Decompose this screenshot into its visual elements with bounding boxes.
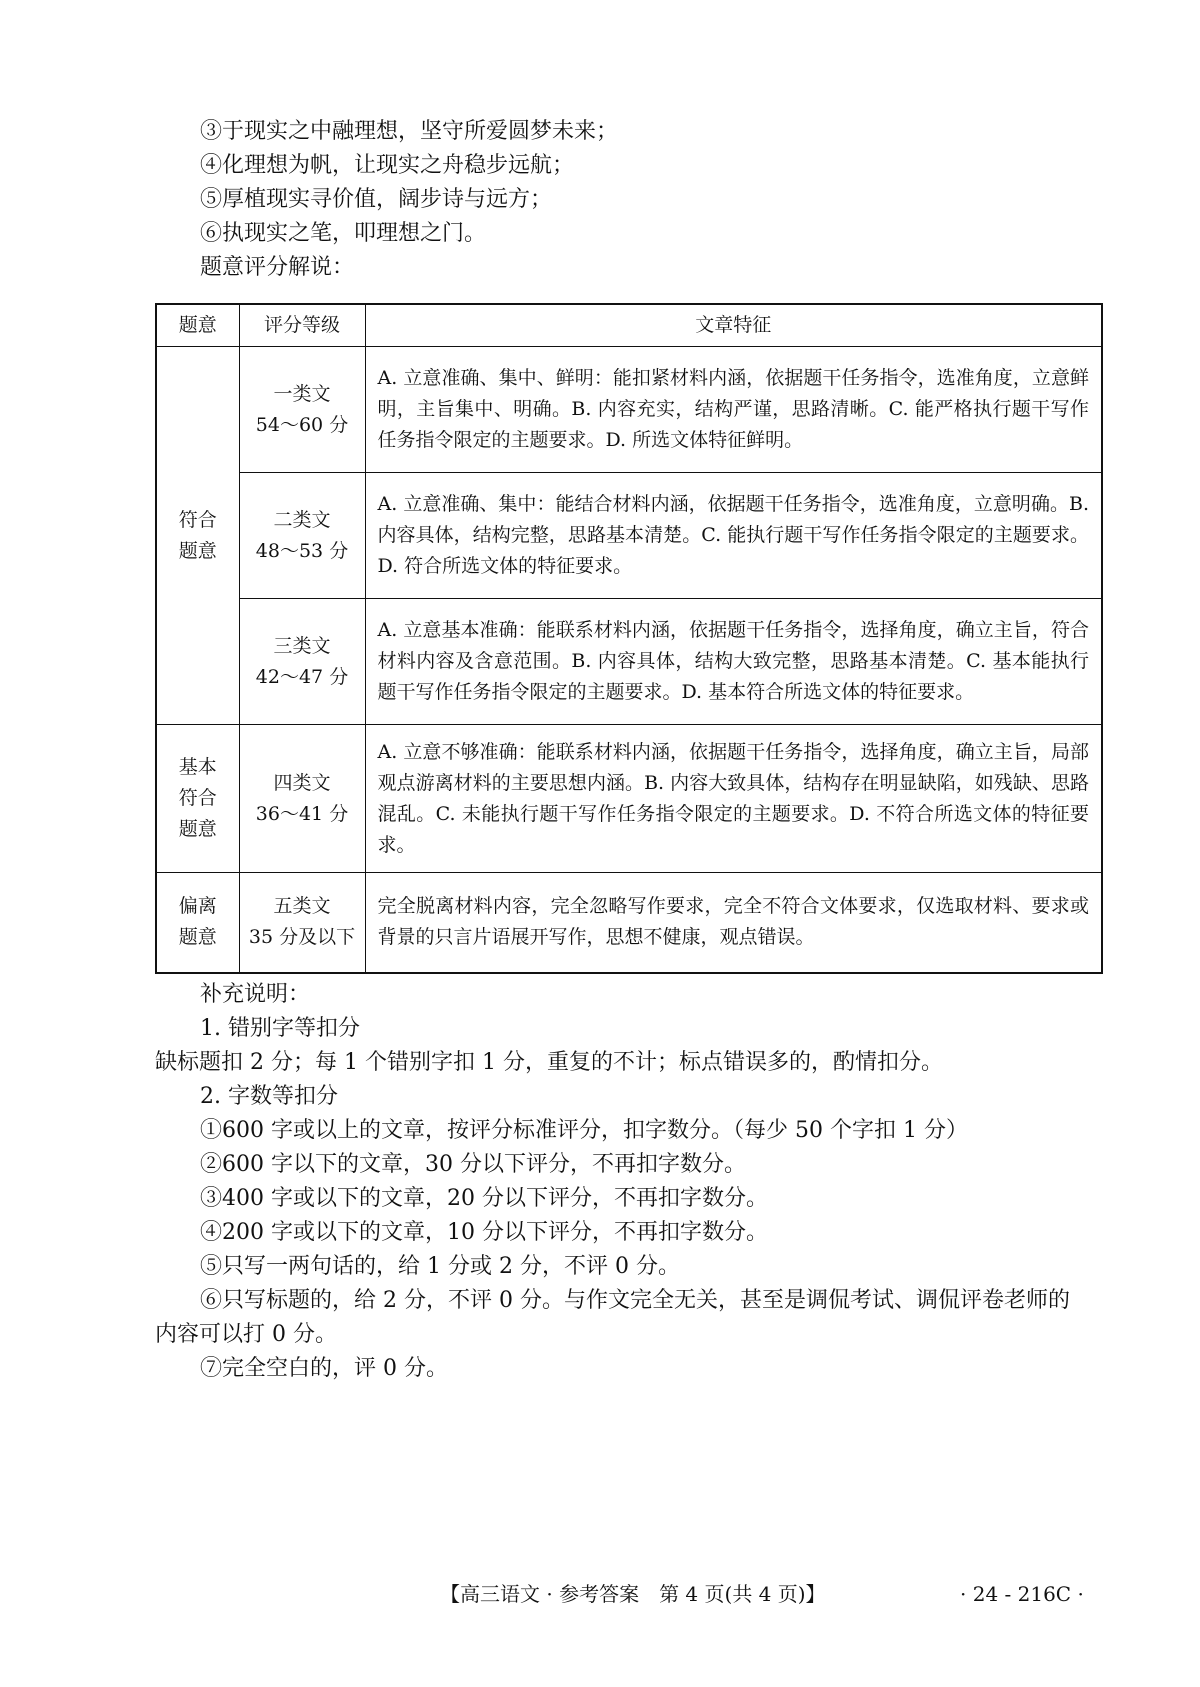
table-header-row [156, 304, 1102, 347]
table-row [156, 873, 1102, 973]
grade-score: 48～53 分 [255, 539, 349, 562]
header-category: 题意 [156, 304, 239, 347]
rule-line-continuation: 内容可以打 0 分。 [155, 1322, 337, 1347]
feature-description: A. 立意准确、集中：能结合材料内涵，依据题干任务指令，选准角度，立意明确。B. 内容具体，结构完整，思路基本清楚。C. 能执行题干写作任务指令限定的主题要求。D. 符合所选文体的特征要求。 [365, 473, 1102, 599]
category-cell [156, 347, 239, 725]
rule-line: ⑥只写标题的，给 2 分，不评 0 分。与作文完全无关，甚至是调侃考试、调侃评卷老师的 [200, 1288, 1070, 1313]
feature-description: A. 立意基本准确：能联系材料内涵，依据题干任务指令，选择角度，确立主旨，符合材料内容及含意范围。B. 内容具体，结构大致完整，思路基本清楚。C. 基本能执行题干写作任务指令限定的主题要求。D. 基本符合所选文体的特征要求。 [365, 599, 1102, 725]
grade-name: 二类文 [273, 508, 331, 531]
grade-name: 五类文 [273, 895, 331, 918]
rule-line: ①600 字或以上的文章，按评分标准评分，扣字数分。（每少 50 个字扣 1 分） [200, 1118, 968, 1143]
grade-score: 42～47 分 [255, 665, 349, 688]
supplement-item-title: 2. 字数等扣分 [200, 1084, 338, 1109]
feature-description: A. 立意准确、集中、鲜明：能扣紧材料内涵，依据题干任务指令，选准角度，立意鲜明，主旨集中、明确。B. 内容充实，结构严谨，思路清晰。C. 能严格执行题干写作任务指令限定的主题要求。D. 所选文体特征鲜明。 [365, 347, 1102, 473]
intro-line: ⑤厚植现实寻价值，阔步诗与远方； [200, 187, 553, 212]
category-label: 偏离题意 [178, 895, 217, 949]
grade-cell [239, 599, 365, 725]
supplement-text: 缺标题扣 2 分；每 1 个错别字扣 1 分，重复的不计；标点错误多的，酌情扣分。 [155, 1050, 943, 1075]
grade-name: 一类文 [273, 382, 331, 405]
table-row [156, 725, 1102, 873]
rule-line: ⑤只写一两句话的，给 1 分或 2 分，不评 0 分。 [200, 1254, 680, 1279]
page-footer: 【高三语文 · 参考答案 第 4 页(共 4 页)】 [440, 1582, 826, 1606]
rule-line: ④200 字或以下的文章，10 分以下评分，不再扣字数分。 [200, 1220, 768, 1245]
category-label: 符合题意 [178, 508, 217, 562]
category-cell [156, 725, 239, 873]
supplement-title: 补充说明： [200, 982, 311, 1007]
grading-table [155, 303, 1103, 974]
supplement-item-title: 1. 错别字等扣分 [200, 1016, 360, 1041]
category-cell [156, 873, 239, 973]
page-code: · 24 - 216C · [960, 1582, 1084, 1606]
grade-name: 三类文 [273, 634, 331, 657]
grade-cell [239, 473, 365, 599]
grade-cell [239, 873, 365, 973]
intro-line: ⑥执现实之笔，叩理想之门。 [200, 221, 487, 246]
table-row [156, 347, 1102, 473]
rule-line: ②600 字以下的文章，30 分以下评分，不再扣字数分。 [200, 1152, 746, 1177]
grade-score: 54～60 分 [255, 413, 349, 436]
grade-name: 四类文 [273, 771, 331, 794]
feature-description: A. 立意不够准确：能联系材料内涵，依据题干任务指令，选择角度，确立主旨，局部观点游离材料的主要思想内涵。B. 内容大致具体，结构存在明显缺陷，如残缺、思路混乱。C. 未能执行题干写作任务指令限定的主题要求。D. 不符合所选文体的特征要求。 [365, 725, 1102, 873]
rule-line: ③400 字或以下的文章，20 分以下评分，不再扣字数分。 [200, 1186, 768, 1211]
category-label: 基本符合题意 [178, 756, 217, 840]
intro-line: ④化理想为帆，让现实之舟稳步远航； [200, 153, 575, 178]
feature-description: 完全脱离材料内容，完全忽略写作要求，完全不符合文体要求，仅选取材料、要求或背景的只言片语展开写作，思想不健康，观点错误。 [365, 873, 1102, 973]
table-row [156, 599, 1102, 725]
grade-score: 35 分及以下 [248, 926, 356, 949]
grade-cell [239, 725, 365, 873]
grade-cell [239, 347, 365, 473]
table-row [156, 473, 1102, 599]
header-grade: 评分等级 [239, 304, 365, 347]
rule-line: ⑦完全空白的，评 0 分。 [200, 1356, 448, 1381]
header-features: 文章特征 [365, 304, 1102, 347]
intro-line: ③于现实之中融理想，坚守所爱圆梦未来； [200, 119, 619, 144]
grade-score: 36～41 分 [255, 802, 349, 825]
table-caption: 题意评分解说： [200, 255, 355, 280]
